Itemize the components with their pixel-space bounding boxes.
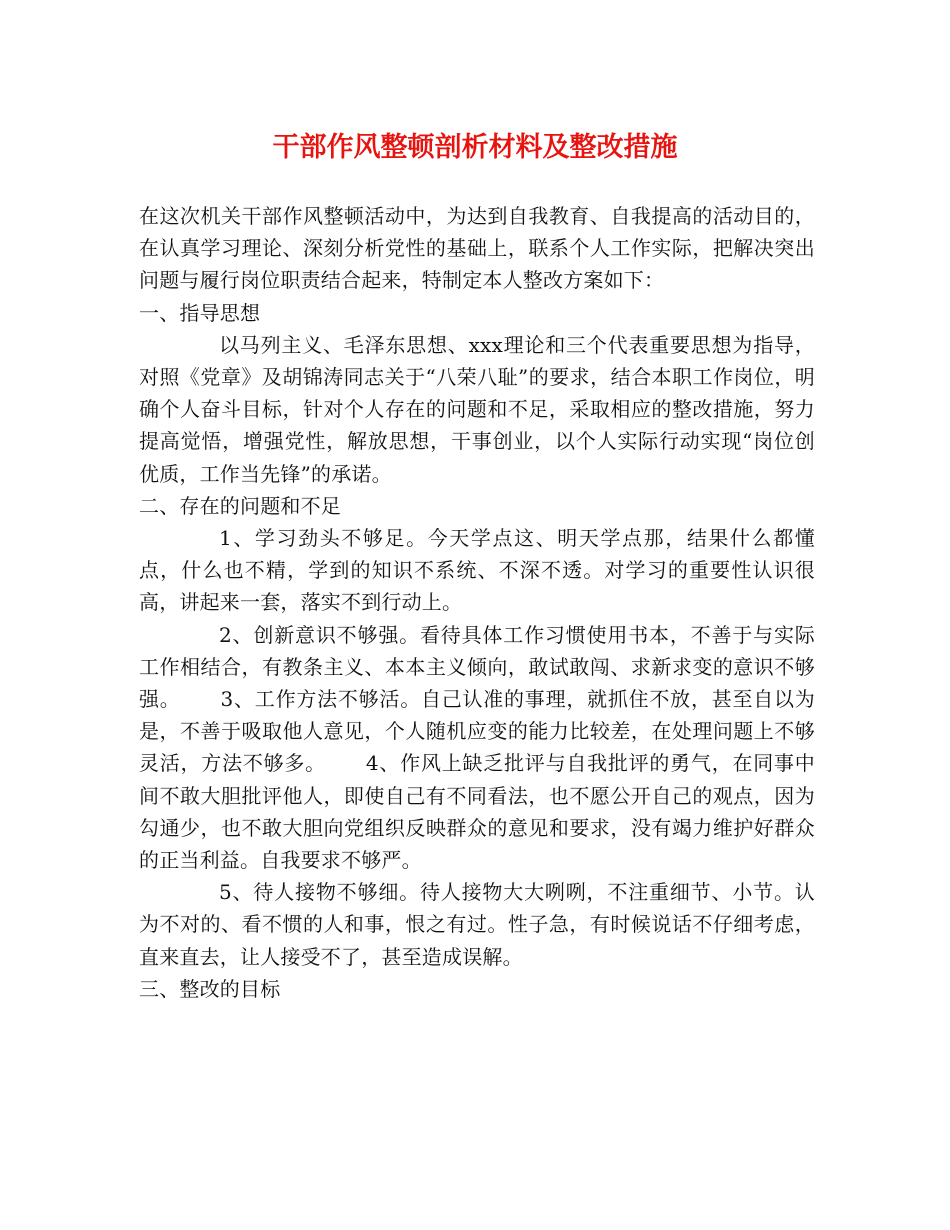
document-title: 干部作风整顿剖析材料及整改措施	[272, 132, 678, 163]
guiding-ideology-paragraph: 以马列主义、毛泽东思想、xxx理论和三个代表重要思想为指导，对照《党章》及胡锦涛同志关于“八荣八耻”的要求，结合本职工作岗位，明确个人奋斗目标，针对个人存在的问题和不足，采取相应的整改措施，努力提高觉悟，增强党性，解放思想，干事创业，以个人实际行动实现“岗位创优质，工作当先锋”的承诺。	[139, 332, 815, 486]
section-heading-guiding-ideology: 一、指导思想	[139, 300, 261, 325]
intro-paragraph: 在这次机关干部作风整顿活动中，为达到自我教育、自我提高的活动目的，在认真学习理论、深刻分析党性的基础上，联系个人工作实际，把解决突出问题与履行岗位职责结合起来，特制定本人整改方案如下：	[139, 204, 815, 293]
problem-item-5: 5、待人接物不够细。待人接物大大咧咧，不注重细节、小节。认为不对的、看不惯的人和事，恨之有过。性子急，有时候说话不仔细考虑，直来直去，让人接受不了，甚至造成误解。	[139, 880, 815, 969]
problem-item-3: 3、工作方法不够活。自己认准的事理，就抓住不放，甚至自以为是，不善于吸取他人意见，个人随机应变的能力比较差，在处理问题上不够灵活，方法不够多。	[139, 687, 815, 776]
section-heading-goals: 三、整改的目标	[139, 976, 281, 1001]
section-heading-problems: 二、存在的问题和不足	[139, 493, 341, 518]
problem-item-4: 4、作风上缺乏批评与自我批评的勇气，在同事中间不敢大胆批评他人，即使自己有不同看法，也不愿公开自己的观点，因为勾通少，也不敢大胆向党组织反映群众的意见和要求，没有竭力维护好群众的正当利益。自我要求不够严。	[139, 751, 815, 873]
problem-item-1: 1、学习劲头不够足。今天学点这、明天学点那，结果什么都懂点，什么也不精，学到的知识不系统、不深不透。对学习的重要性认识很高，讲起来一套，落实不到行动上。	[139, 526, 815, 615]
document-body	[139, 200, 815, 1005]
problem-item-2: 2、创新意识不够强。看待具体工作习惯使用书本，不善于与实际工作相结合，有教条主义、本本主义倾向，敢试敢闯、求新求变的意识不够强。	[139, 622, 815, 712]
problem-items-2-4	[139, 619, 815, 877]
